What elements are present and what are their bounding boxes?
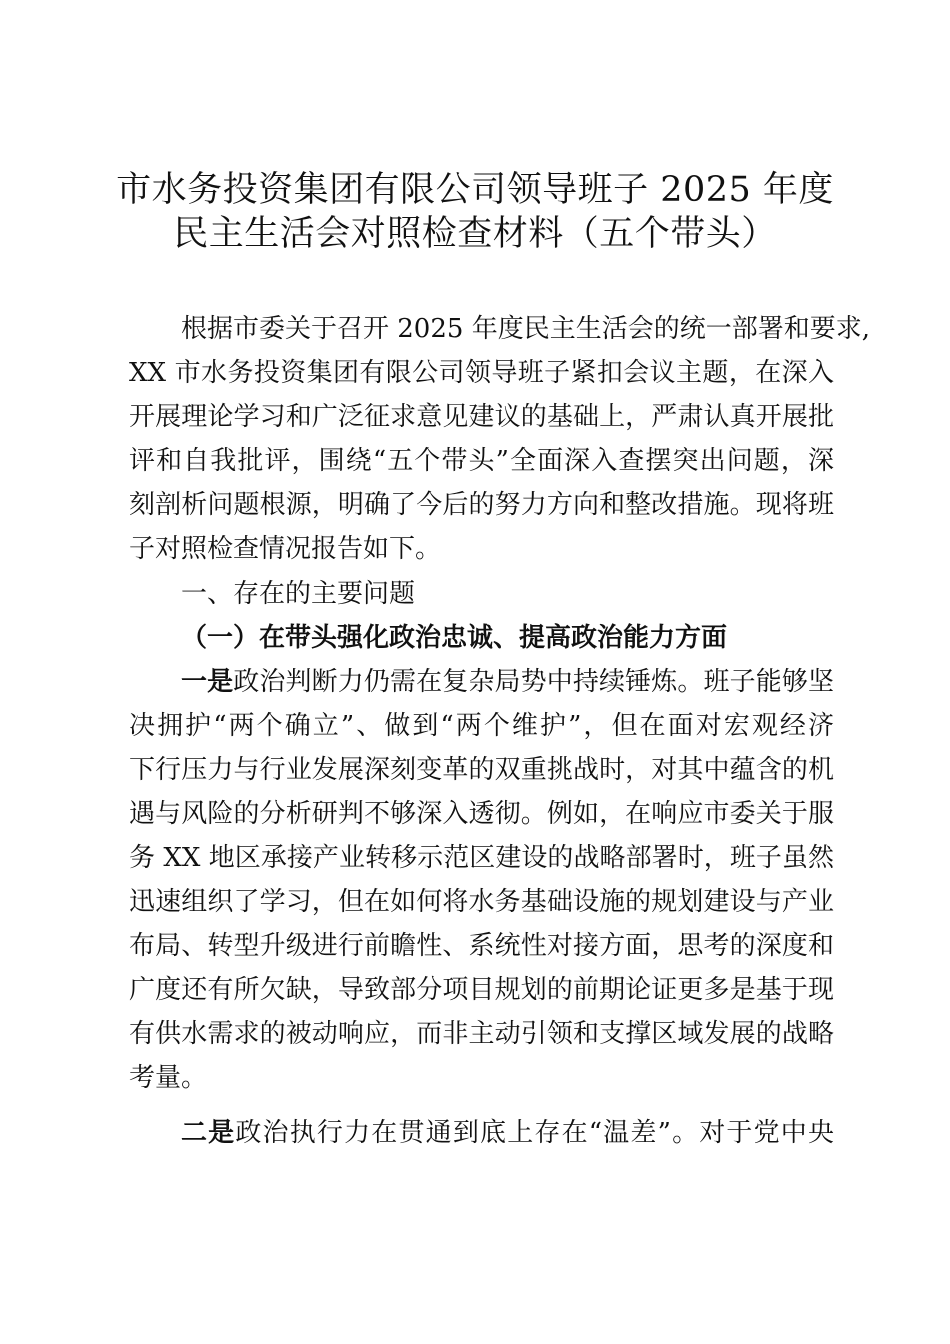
- point-1-line: 迅速组织了学习，但在如何将水务基础设施的规划建设与产业: [129, 887, 834, 917]
- point-1-line: 下行压力与行业发展深刻变革的双重挑战时，对其中蕴含的机: [129, 755, 834, 785]
- intro-paragraph-line: 子对照检查情况报告如下。: [129, 534, 442, 564]
- point-1-text: 政治判断力仍需在复杂局势中持续锤炼。班子能够坚: [233, 667, 834, 697]
- point-1-line: 考量。: [129, 1063, 208, 1093]
- point-1-line: 决拥护“两个确立”、做到“两个维护”，但在面对宏观经济: [129, 711, 834, 741]
- intro-paragraph-line: 根据市委关于召开 2025 年度民主生活会的统一部署和要求,: [181, 314, 870, 344]
- point-1-line: 务 XX 地区承接产业转移示范区建设的战略部署时，班子虽然: [129, 843, 834, 873]
- section-heading: 一、存在的主要问题: [181, 579, 416, 609]
- point-1-line: 遇与风险的分析研判不够深入透彻。例如，在响应市委关于服: [129, 799, 834, 829]
- point-1-lead: 一是: [181, 667, 234, 697]
- point-2-text: 政治执行力在贯通到底上存在“温差”。对于党中央: [235, 1118, 834, 1148]
- intro-paragraph-line: XX 市水务投资集团有限公司领导班子紧扣会议主题，在深入: [129, 358, 834, 388]
- point-1-first-line: [181, 667, 834, 697]
- point-1-line: 有供水需求的被动响应，而非主动引领和支撑区域发展的战略: [129, 1019, 834, 1049]
- point-2-first-line: [181, 1118, 834, 1148]
- point-2-lead: 二是: [181, 1118, 236, 1148]
- document-title-line-2: 民主生活会对照检查材料（五个带头）: [173, 214, 777, 254]
- point-1-line: 布局、转型升级进行前瞻性、系统性对接方面，思考的深度和: [129, 931, 834, 961]
- subsection-heading: （一）在带头强化政治忠诚、提高政治能力方面: [181, 623, 728, 653]
- intro-paragraph-line: 刻剖析问题根源，明确了今后的努力方向和整改措施。现将班: [129, 490, 834, 520]
- intro-paragraph-line: 开展理论学习和广泛征求意见建议的基础上，严肃认真开展批: [129, 402, 834, 432]
- intro-paragraph-line: 评和自我批评，围绕“五个带头”全面深入查摆突出问题，深: [129, 446, 834, 476]
- point-1-line: 广度还有所欠缺，导致部分项目规划的前期论证更多是基于现: [129, 975, 834, 1005]
- document-title-line-1: 市水务投资集团有限公司领导班子 2025 年度: [116, 170, 834, 210]
